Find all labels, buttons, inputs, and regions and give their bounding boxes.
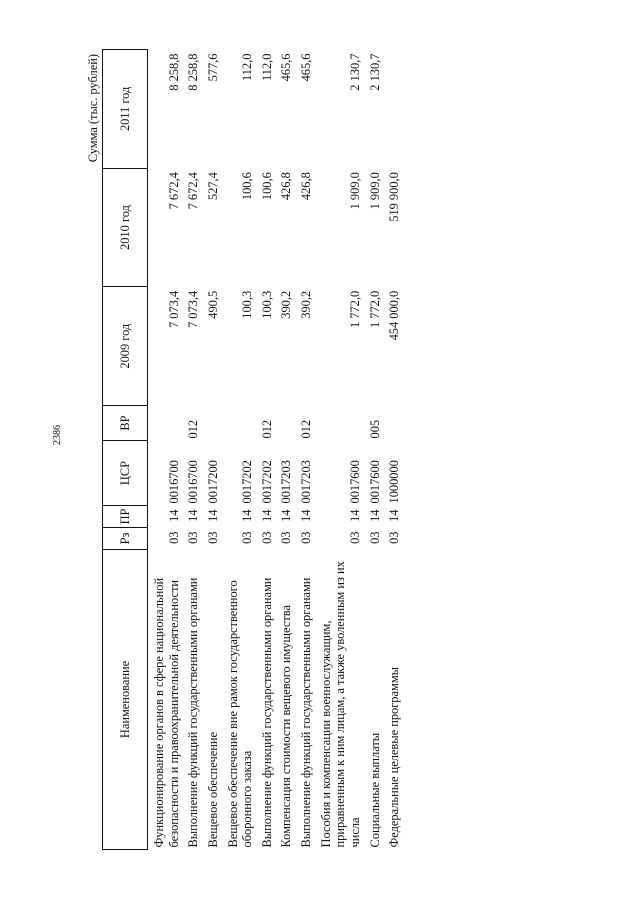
row-name: Выполнение функций государственными органами (186, 577, 201, 848)
row-rz: 03 (240, 531, 255, 544)
table-row (186, 50, 206, 850)
row-pr: 14 (240, 509, 255, 522)
row-name: Выполнение функций государственными органами (259, 577, 274, 848)
row-vr: 005 (367, 419, 382, 439)
row-vr: 012 (259, 419, 274, 439)
row-2011: 112,0 (240, 53, 255, 81)
row-vr (387, 406, 407, 441)
row-2011: 577,6 (205, 53, 220, 82)
row-rz: 03 (205, 531, 220, 544)
rotated-document-sheet (86, 50, 586, 850)
row-2010: 7 672,4 (186, 172, 201, 210)
row-vr (279, 406, 299, 441)
row-csr: 0017203 (279, 460, 294, 504)
row-name: Вещевое обеспечение вне рамок государственного оборонного заказа (225, 580, 255, 848)
table-row (279, 50, 299, 850)
row-pr: 14 (259, 509, 274, 522)
row-csr: 0016700 (166, 460, 181, 504)
row-pr: 14 (205, 509, 220, 522)
row-2009: 454 000,0 (387, 290, 402, 341)
row-vr: 012 (299, 419, 313, 439)
row-2011: 8 258,8 (166, 53, 181, 91)
row-name: Компенсация стоимости вещевого имущества (279, 605, 294, 848)
row-rz: 03 (259, 531, 274, 544)
row-name: Функционирование органов в сфере национальной безопасности и правоохранительной деятельности (152, 577, 181, 848)
row-vr (148, 406, 187, 441)
row-csr: 0017203 (299, 460, 313, 504)
row-pr: 14 (166, 509, 181, 522)
row-2009: 7 073,4 (186, 290, 201, 329)
table-row (206, 50, 226, 850)
page-number: 2386 (52, 425, 63, 445)
row-name: Социальные выплаты (367, 732, 382, 848)
row-2009: 1 772,0 (367, 290, 382, 329)
row-vr (319, 406, 368, 441)
row-2011 (387, 50, 407, 169)
row-pr: 14 (387, 509, 402, 522)
row-2009: 7 073,4 (166, 290, 181, 329)
row-2010: 100,6 (240, 172, 255, 201)
header-2009: 2009 год (103, 287, 148, 406)
header-pr: ПР (103, 506, 148, 528)
table-row (260, 50, 280, 850)
row-2010: 426,8 (279, 172, 294, 201)
row-pr: 14 (186, 509, 201, 522)
row-vr: 012 (186, 419, 201, 439)
row-csr: 0017200 (205, 460, 220, 504)
row-2010: 519 900,0 (387, 172, 402, 222)
header-2011: 2011 год (103, 50, 148, 169)
row-rz: 03 (299, 531, 313, 544)
row-2009: 100,3 (240, 290, 255, 319)
row-2010: 7 672,4 (166, 172, 181, 210)
row-rz: 03 (387, 531, 402, 544)
row-pr: 14 (347, 509, 362, 522)
row-2009: 490,5 (205, 290, 220, 319)
row-rz: 03 (347, 531, 362, 544)
header-2010: 2010 год (103, 168, 148, 287)
row-csr: 0017202 (240, 460, 255, 504)
row-csr: 0016700 (186, 460, 201, 504)
row-2009: 390,2 (279, 290, 294, 319)
row-2010: 1 909,0 (367, 172, 382, 210)
row-name: Пособия и компенсации военнослужащим, приравненным к ним лицам, а также уволенным из их числа (318, 561, 362, 848)
table-row (226, 50, 260, 850)
row-2011: 465,6 (279, 53, 294, 82)
header-csr: ЦСР (103, 441, 148, 506)
row-csr: 0017600 (347, 460, 362, 504)
row-pr: 14 (367, 509, 382, 522)
row-rz: 03 (367, 531, 382, 544)
row-2009: 100,3 (259, 290, 274, 319)
table-header-row (103, 50, 148, 850)
row-2010: 100,6 (259, 172, 274, 201)
row-2011: 112,0 (259, 53, 274, 81)
row-rz: 03 (186, 531, 201, 544)
row-2010: 527,4 (205, 172, 220, 201)
row-rz: 03 (279, 531, 294, 544)
row-csr: 1000000 (387, 460, 402, 504)
row-2009: 1 772,0 (347, 290, 362, 329)
row-name: Федеральные целевые программы (387, 666, 402, 848)
row-csr: 0017600 (367, 460, 382, 504)
row-name: Вещевое обеспечение (205, 732, 220, 848)
row-pr: 14 (299, 509, 313, 522)
row-csr: 0017202 (259, 460, 274, 504)
row-rz: 03 (166, 531, 181, 544)
row-vr (226, 406, 260, 441)
table-row (319, 50, 368, 850)
budget-table (102, 49, 407, 850)
row-pr: 14 (279, 509, 294, 522)
units-caption: Сумма (тыс. рублей) (86, 54, 100, 163)
table-row (387, 50, 407, 850)
row-2011: 2 130,7 (367, 53, 382, 91)
row-2009: 390,2 (299, 290, 313, 319)
row-2011: 465,6 (299, 53, 313, 82)
header-rz: Рз (103, 528, 148, 550)
table-row (368, 50, 388, 850)
header-vr: ВР (103, 406, 148, 441)
row-2010: 426,8 (299, 172, 313, 201)
row-vr (206, 406, 226, 441)
table-row (148, 50, 187, 850)
header-name: Наименование (103, 550, 148, 850)
row-2011: 2 130,7 (347, 53, 362, 91)
row-2010: 1 909,0 (347, 172, 362, 210)
row-name: Выполнение функций государственными органами (299, 577, 313, 848)
table-row (299, 50, 319, 850)
row-2011: 8 258,8 (186, 53, 201, 91)
